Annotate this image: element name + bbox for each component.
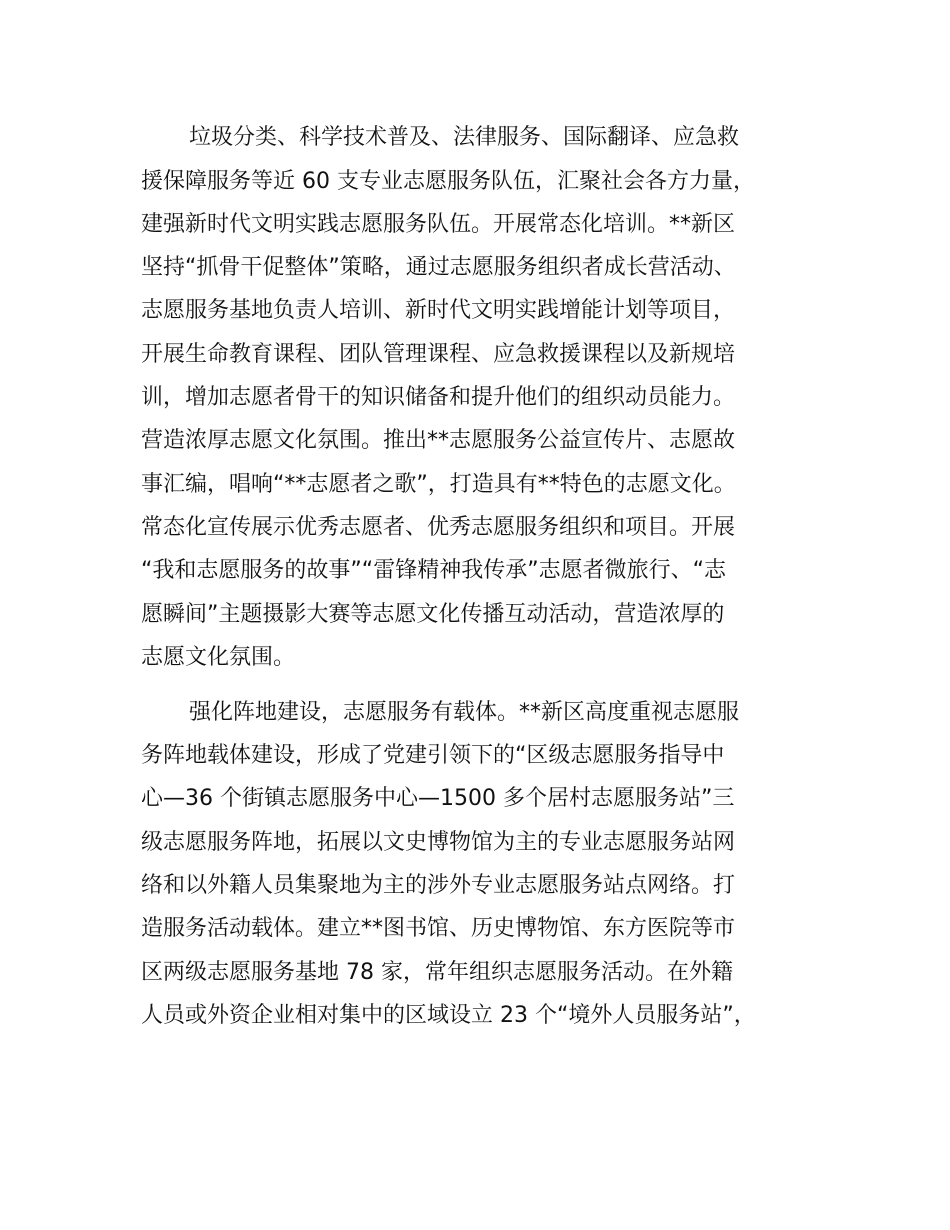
paragraph-1-line-1: 垃圾分类、科学技术普及、法律服务、国际翻译、应急救 [189, 125, 740, 150]
paragraph-1-line-5: 志愿服务基地负责人培训、新时代文明实践增能计划等项目， [141, 298, 736, 323]
paragraph-1-line-7: 训，增加志愿者骨干的知识储备和提升他们的组织动员能力。 [141, 385, 736, 410]
paragraph-2-line-7: 区两级志愿服务基地 78 家，常年组织志愿服务活动。在外籍 [141, 960, 733, 985]
paragraph-1-line-8: 营造浓厚志愿文化氛围。推出**志愿服务公益宣传片、志愿故 [141, 428, 736, 453]
paragraph-2-line-5: 络和以外籍人员集聚地为主的涉外专业志愿服务站点网络。打 [141, 873, 736, 898]
paragraph-1-line-3: 建强新时代文明实践志愿服务队伍。开展常态化培训。**新区 [141, 212, 736, 237]
paragraph-1-line-13: 志愿文化氛围。 [141, 645, 296, 670]
paragraph-1-line-9: 事汇编，唱响“**志愿者之歌”，打造具有**特色的志愿文化。 [141, 472, 736, 497]
paragraph-2-line-4: 级志愿服务阵地，拓展以文史博物馆为主的专业志愿服务站网 [141, 830, 736, 855]
paragraph-1-line-10: 常态化宣传展示优秀志愿者、优秀志愿服务组织和项目。开展 [141, 515, 736, 540]
paragraph-2-line-3: 心—36 个街镇志愿服务中心—1500 多个居村志愿服务站”三 [141, 786, 735, 811]
paragraph-1-line-2: 援保障服务等近 60 支专业志愿服务队伍，汇聚社会各方力量， [141, 169, 755, 194]
paragraph-1-line-4: 坚持“抓骨干促整体”策略，通过志愿服务组织者成长营活动、 [141, 255, 736, 280]
paragraph-2-line-1: 强化阵地建设，志愿服务有载体。**新区高度重视志愿服 [189, 700, 740, 725]
paragraph-1-line-6: 开展生命教育课程、团队管理课程、应急救援课程以及新规培 [141, 342, 736, 367]
paragraph-2-line-8: 人员或外资企业相对集中的区域设立 23 个“境外人员服务站”， [141, 1003, 756, 1028]
paragraph-1-line-12: 愿瞬间”主题摄影大赛等志愿文化传播互动活动，营造浓厚的 [141, 602, 725, 627]
paragraph-1-line-11: “我和志愿服务的故事”“雷锋精神我传承”志愿者微旅行、“志 [141, 558, 726, 583]
paragraph-2-line-2: 务阵地载体建设，形成了党建引领下的“区级志愿服务指导中 [141, 743, 725, 768]
paragraph-2-line-6: 造服务活动载体。建立**图书馆、历史博物馆、东方医院等市 [141, 916, 736, 941]
